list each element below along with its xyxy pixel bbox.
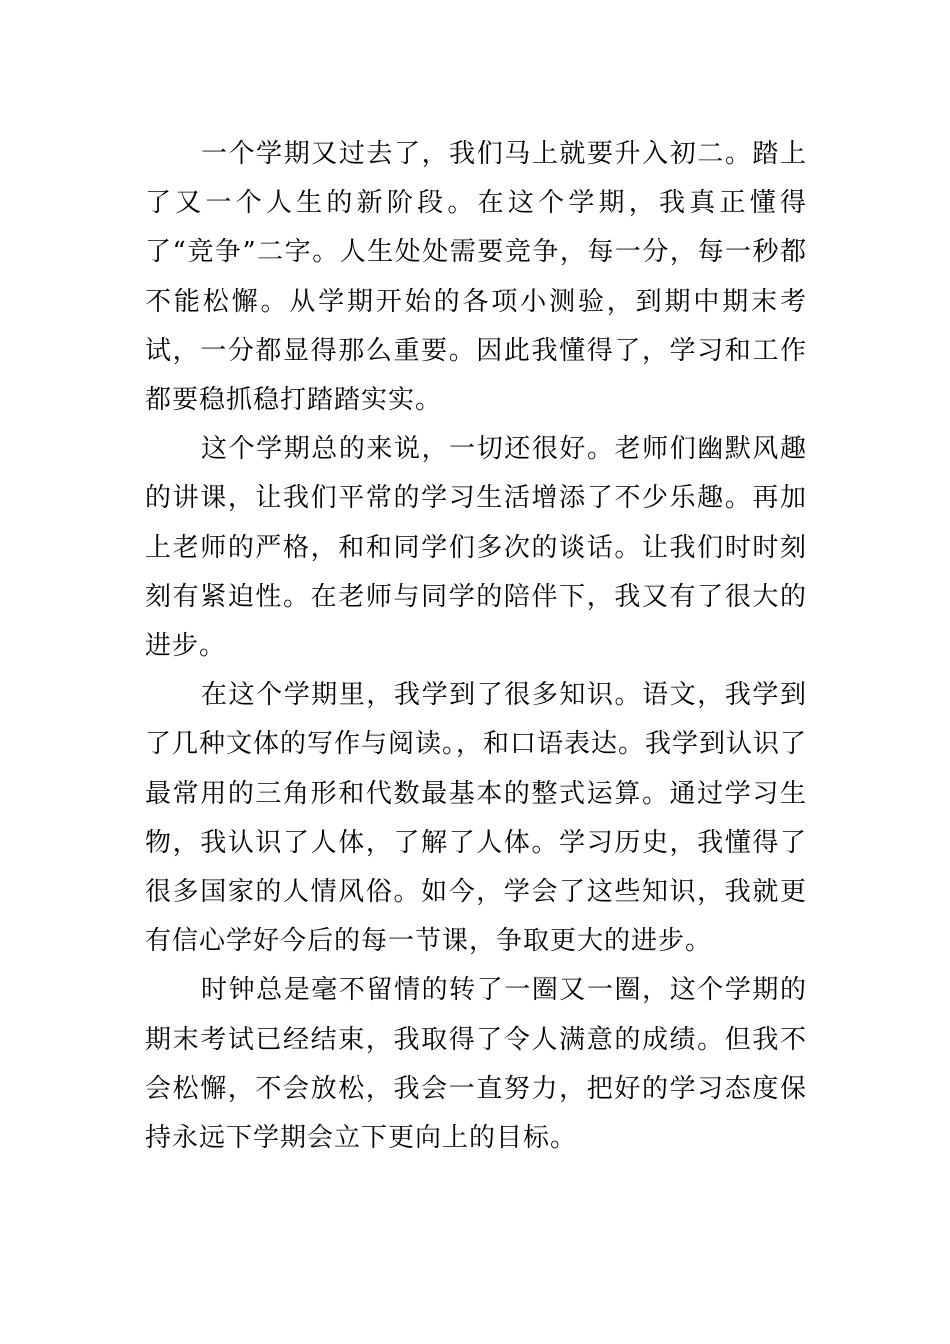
paragraph-2: 这个学期总的来说，一切还很好。老师们幽默风趣的讲课，让我们平常的学习生活增添了不少乐趣。再加上老师的严格，和和同学们多次的谈话。让我们时时刻刻有紧迫性。在老师与同学的陪伴下，我又有了很大的进步。: [145, 434, 807, 662]
paragraph-1: 一个学期又过去了，我们马上就要升入初二。踏上了又一个人生的新阶段。在这个学期，我真正懂得了“竞争”二字。人生处处需要竞争，每一分，每一秒都不能松懈。从学期开始的各项小测验，到期中期末考试，一分都显得那么重要。因此我懂得了，学习和工作都要稳抓稳打踏踏实实。: [145, 139, 807, 416]
paragraph-3: 在这个学期里，我学到了很多知识。语文，我学到了几种文体的写作与阅读。，和口语表达。我学到认识了最常用的三角形和代数最基本的整式运算。通过学习生物，我认识了人体，了解了人体。学习历史，我懂得了很多国家的人情风俗。如今，学会了这些知识，我就更有信心学好今后的每一节课，争取更大的进步。: [145, 680, 808, 957]
document-body: [145, 130, 807, 1163]
paragraph-4: 时钟总是毫不留情的转了一圈又一圈，这个学期的期末考试已经结束，我取得了令人满意的成绩。但我不会松懈，不会放松，我会一直努力，把好的学习态度保持永远下学期会立下更向上的目标。: [145, 975, 807, 1154]
